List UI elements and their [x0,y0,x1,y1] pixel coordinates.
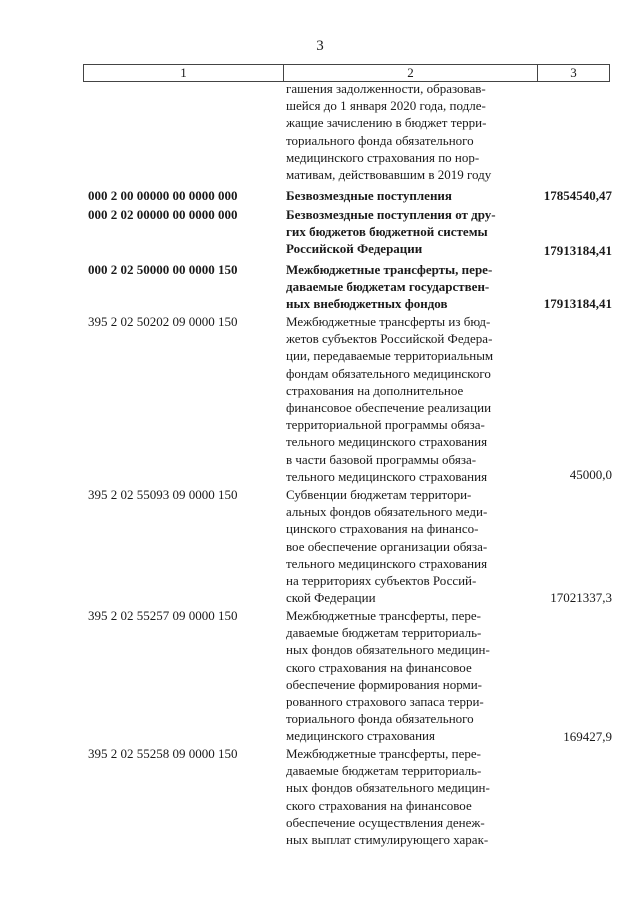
row-description: Межбюджетные трансферты, пере- даваемые бюджетам территориаль- ных фондов обязательного медицин- ского страхования на финансовое обеспечение осуществления денеж- ных выплат стимулирующего харак- [286,746,490,848]
row-description: гашения задолженности, образовав- шейся до 1 января 2020 года, подле- жащие зачислению в бюджет терри- ториального фонда обязательного медицинского страхования по нор- мативам, действовавшим в 2019 году [286,81,492,183]
row-description: Безвозмездные поступления [286,188,452,203]
row-description: Межбюджетные трансферты, пере- даваемые бюджетам государствен- ных внебюджетных фондов [286,262,493,312]
row-description: Субвенции бюджетам территори- альных фондов обязательного меди- цинского страхования на финансо- вое обеспечение организации обяза- тельного медицинского страхования на территориях субъектов Россий- ской Федерации [286,487,488,606]
row-amount: 17021337,3 [550,590,612,605]
column-header-2: 2 [284,65,538,81]
row-description: Безвозмездные поступления от дру- гих бюджетов бюджетной системы Российской Федерации [286,207,496,257]
row-amount: 17854540,47 [543,188,612,203]
row-amount: 45000,0 [569,467,612,482]
budget-code: 395 2 02 50202 09 0000 150 [88,314,238,329]
budget-code: 395 2 02 55258 09 0000 150 [88,746,238,761]
budget-code: 000 2 02 00000 00 0000 000 [88,207,238,222]
row-amount: 17913184,41 [543,296,612,311]
budget-code: 000 2 00 00000 00 0000 000 [88,188,238,203]
column-header-3: 3 [570,65,577,80]
budget-code: 000 2 02 50000 00 0000 150 [88,262,238,277]
page-number: 3 [316,38,324,54]
row-amount: 17913184,41 [543,243,612,258]
column-header-1: 1 [84,65,284,81]
row-description: Межбюджетные трансферты из бюд- жетов субъектов Российской Федера- ции, передаваемые территориальным фондам обязательного медицинского страхования на дополнительное финансовое обеспечение реализации территориальной программы обяза- тельного медицинского страхования в части базовой программы обяза- тельного медицинского страхования [286,314,494,484]
row-amount: 169427,9 [563,729,612,744]
budget-code: 395 2 02 55093 09 0000 150 [88,487,238,502]
row-description: Межбюджетные трансферты, пере- даваемые бюджетам территориаль- ных фондов обязательного медицин- ского страхования на финансовое обеспечение формирования норми- рованного страхового запаса терри- ториального фонда обязательного медицинского страхования [286,608,490,744]
budget-code: 395 2 02 55257 09 0000 150 [88,608,238,623]
